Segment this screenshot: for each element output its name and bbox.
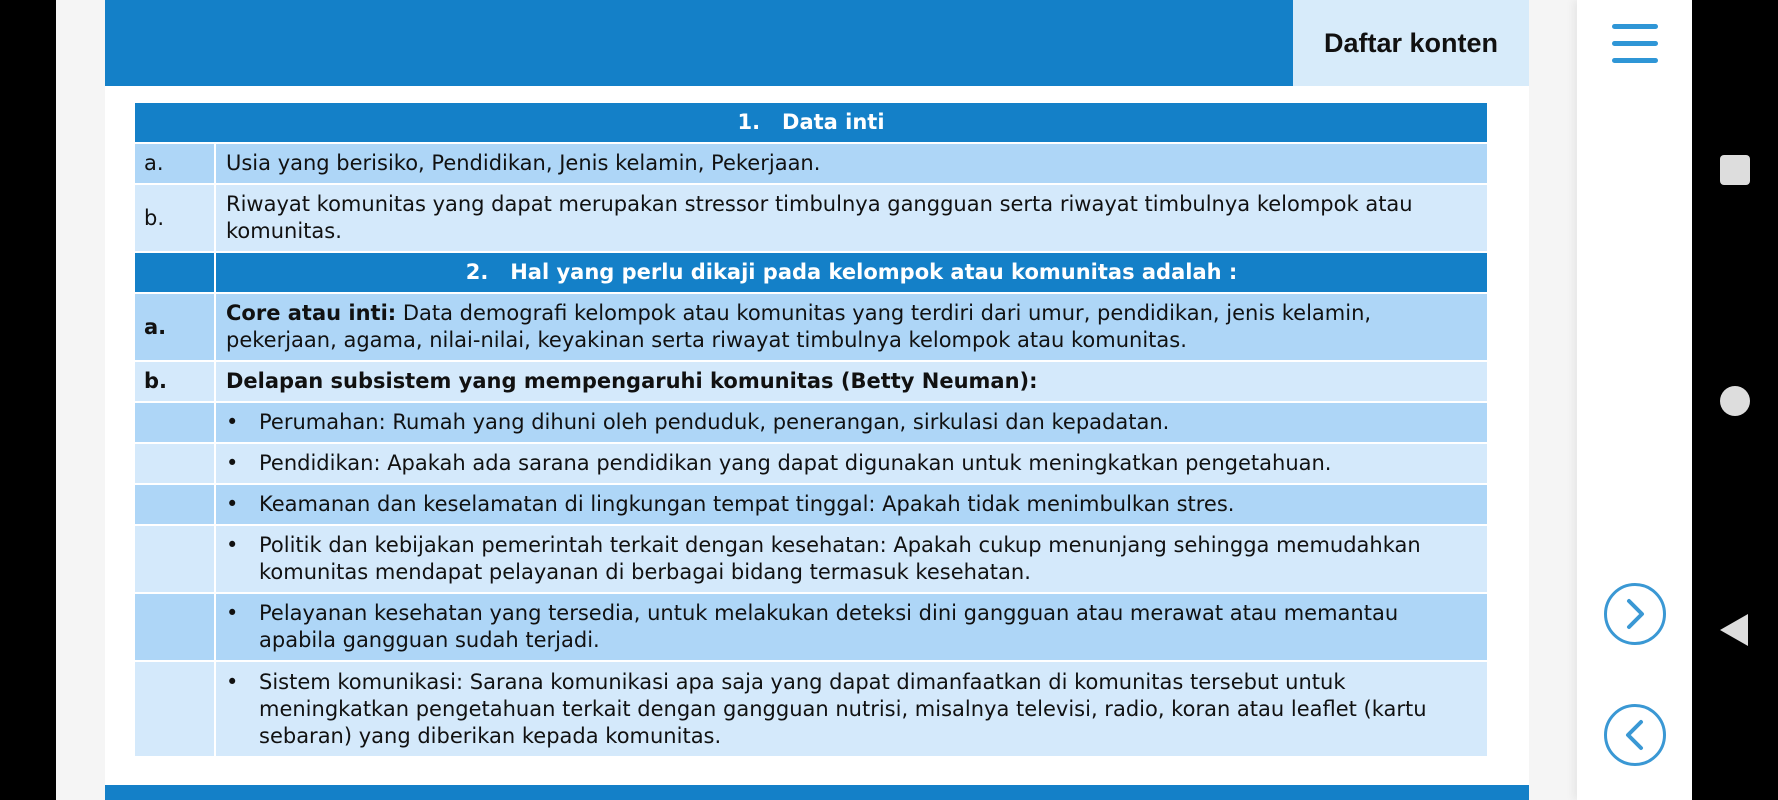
list-item-text: Perumahan: Rumah yang dihuni oleh penduduk, penerangan, sirkulasi dan kepadatan. bbox=[259, 410, 1170, 434]
list-item bbox=[134, 443, 1488, 484]
row-label: a. bbox=[134, 143, 215, 184]
previous-page-button[interactable] bbox=[1604, 704, 1666, 766]
chevron-left-icon bbox=[1607, 707, 1663, 763]
right-panel bbox=[1577, 0, 1692, 800]
row-text bbox=[215, 293, 1488, 361]
row-text: Usia yang berisiko, Pendidikan, Jenis kelamin, Pekerjaan. bbox=[215, 143, 1488, 184]
bullet: • bbox=[226, 492, 239, 516]
list-item-text: Pendidikan: Apakah ada sarana pendidikan yang dapat digunakan untuk meningkatkan pengetahuan. bbox=[259, 451, 1332, 475]
table-row bbox=[134, 184, 1488, 252]
bullet: • bbox=[226, 451, 239, 475]
table-of-contents-tab[interactable]: Daftar konten bbox=[1293, 0, 1529, 86]
list-item bbox=[134, 484, 1488, 525]
bullet: • bbox=[226, 410, 239, 434]
next-page-button[interactable] bbox=[1604, 583, 1666, 645]
table-row bbox=[134, 361, 1488, 402]
bullet: • bbox=[226, 669, 239, 694]
chevron-right-icon bbox=[1607, 586, 1663, 642]
row-label bbox=[134, 443, 215, 484]
list-item-text: Sistem komunikasi: Sarana komunikasi apa saja yang dapat dimanfaatkan di komunitas tersebut untuk meningkatkan pengetahuan terkait dengan gangguan nutrisi, misalnya televisi, radio, koran atau leaflet (kartu sebaran) yang diberikan kepada komunitas. bbox=[259, 669, 1427, 748]
list-item-text: Keamanan dan keselamatan di lingkungan tempat tinggal: Apakah tidak menimbulkan stres. bbox=[259, 492, 1235, 516]
row-label bbox=[134, 593, 215, 661]
row-label bbox=[134, 402, 215, 443]
header-bar bbox=[105, 0, 1293, 86]
hamburger-menu-icon[interactable] bbox=[1612, 24, 1658, 64]
footer-bar bbox=[105, 785, 1529, 800]
circle-icon[interactable] bbox=[1720, 386, 1750, 416]
bullet: • bbox=[226, 533, 239, 557]
core-text: Data demografi kelompok atau komunitas yang terdiri dari umur, pendidikan, jenis kelamin, pekerjaan, agama, nilai-nilai, keyakinan serta riwayat timbulnya kelompok atau komunitas. bbox=[226, 301, 1372, 352]
section-2-heading-spacer bbox=[134, 252, 215, 293]
table-row bbox=[134, 293, 1488, 361]
list-item-text: Politik dan kebijakan pemerintah terkait dengan kesehatan: Apakah cukup menunjang sehingga memudahkan komunitas mendapat pelayanan di berbagai bidang termasuk kesehatan. bbox=[259, 533, 1421, 584]
content-table bbox=[133, 101, 1489, 758]
row-label: a. bbox=[134, 293, 215, 361]
section-2-heading: 2. Hal yang perlu dikaji pada kelompok atau komunitas adalah : bbox=[215, 252, 1488, 293]
table-row bbox=[134, 143, 1488, 184]
core-label: Core atau inti: bbox=[226, 301, 397, 325]
subsystems-title: Delapan subsistem yang mempengaruhi komunitas (Betty Neuman): bbox=[215, 361, 1488, 402]
section-1-heading: 1. Data inti bbox=[134, 102, 1488, 143]
list-item-text: Pelayanan kesehatan yang tersedia, untuk melakukan deteksi dini gangguan atau merawat atau memantau apabila gangguan sudah terjadi. bbox=[259, 601, 1399, 652]
triangle-back-icon[interactable] bbox=[1718, 613, 1750, 647]
bullet: • bbox=[226, 601, 239, 625]
row-label bbox=[134, 484, 215, 525]
row-label: b. bbox=[134, 184, 215, 252]
list-item bbox=[134, 593, 1488, 661]
row-label bbox=[134, 525, 215, 593]
row-label: b. bbox=[134, 361, 215, 402]
list-item bbox=[134, 402, 1488, 443]
list-item bbox=[134, 525, 1488, 593]
list-item bbox=[134, 661, 1488, 757]
square-icon[interactable] bbox=[1720, 155, 1750, 185]
row-label bbox=[134, 661, 215, 757]
row-text: Riwayat komunitas yang dapat merupakan stressor timbulnya gangguan serta riwayat timbulnya kelompok atau komunitas. bbox=[215, 184, 1488, 252]
